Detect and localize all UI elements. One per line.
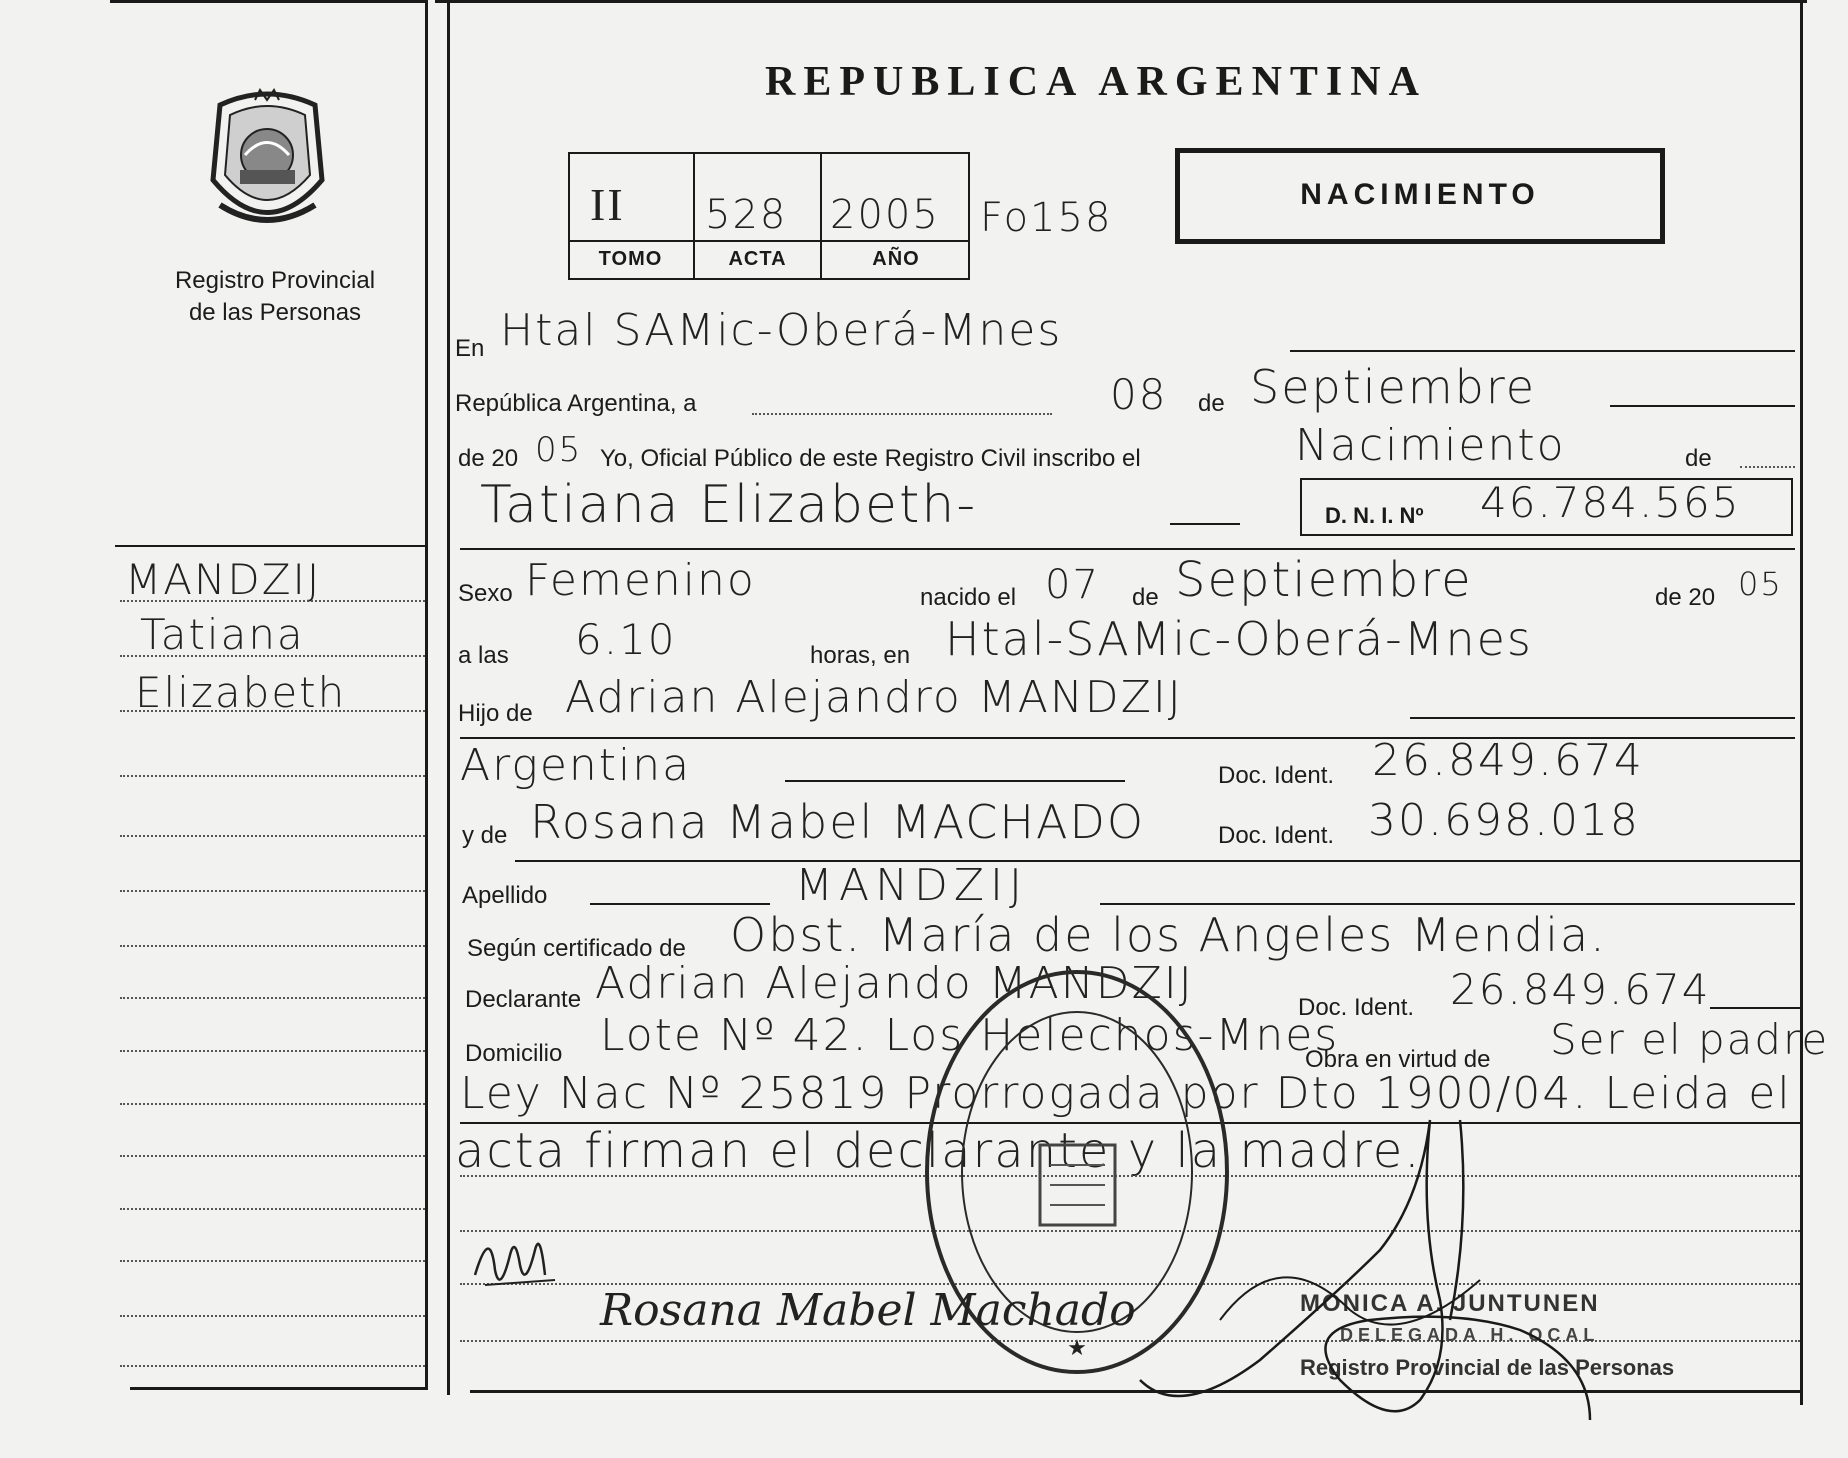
registration-year-suffix: 05 — [535, 430, 583, 470]
anio-label: AÑO — [872, 248, 920, 270]
country-title: REPUBLICA ARGENTINA — [765, 59, 1427, 105]
birth-hour: 6.10 — [575, 615, 677, 664]
column-divider-left — [425, 0, 428, 1390]
form-dotted-line — [1740, 466, 1795, 468]
provincia-de-misiones-seal-icon — [200, 85, 335, 240]
notes-line-2: acta firman el declarante y la madre. — [455, 1123, 1422, 1179]
sexo-label: Sexo — [458, 580, 513, 607]
form-line — [785, 780, 1125, 782]
hijo-label: Hijo de — [458, 700, 533, 727]
registration-day: 08 — [1110, 370, 1168, 419]
margin-dotted-line — [120, 655, 425, 657]
margin-dotted-line — [120, 890, 425, 892]
mother-signature: Rosana Mabel Machado — [600, 1285, 1136, 1336]
child-name: Tatiana Elizabeth- — [480, 475, 978, 535]
de-label: de — [1198, 390, 1225, 417]
margin-dotted-line — [120, 1260, 425, 1262]
official-name: MONICA A. JUNTUNEN — [1300, 1290, 1600, 1317]
legal-basis: Ser el padre — [1550, 1015, 1830, 1064]
declarant-doc-label: Doc. Ident. — [1298, 994, 1415, 1021]
form-line — [1710, 1007, 1800, 1009]
birth-year-prefix: de 20 — [1655, 584, 1716, 611]
form-line — [1100, 903, 1795, 905]
horas-label: horas, en — [810, 642, 911, 669]
surname-value: MANDZIJ — [795, 860, 1028, 911]
folio-value: Fo158 — [980, 195, 1113, 241]
acta-value: 528 — [705, 192, 788, 238]
column-divider-right — [447, 0, 450, 1395]
svg-text:★: ★ — [1067, 1336, 1087, 1361]
margin-dotted-line — [120, 1103, 425, 1105]
father-nationality: Argentina — [460, 740, 692, 791]
declarant-name: Adrian Alejando MANDZIJ — [595, 958, 1194, 1009]
yde-label: y de — [462, 822, 508, 849]
birth-month: Septiembre — [1175, 552, 1473, 608]
address-value: Lote Nº 42. Los Helechos-Mnes — [600, 1010, 1340, 1061]
birth-place: Htal-SAMic-Oberá-Mnes — [945, 612, 1533, 666]
form-line — [515, 860, 1800, 862]
mother-doc-number: 30.698.018 — [1368, 795, 1640, 846]
margin-dotted-line — [120, 1315, 425, 1317]
margin-dotted-line — [120, 600, 425, 602]
margin-middle-name: Elizabeth — [135, 668, 347, 717]
margin-first-name: Tatiana — [140, 610, 305, 659]
form-line — [1610, 405, 1795, 407]
certifying-obstetrician: Obst. María de los Angeles Mendia. — [730, 908, 1607, 962]
obra-label: Obra en virtud de — [1305, 1046, 1491, 1073]
bottom-rule-left — [130, 1387, 427, 1390]
declarant-doc-number: 26.849.674 — [1450, 965, 1711, 1014]
father-name: Adrian Alejandro MANDZIJ — [565, 672, 1183, 723]
official-organization: Registro Provincial de las Personas — [1300, 1355, 1675, 1380]
father-doc-label: Doc. Ident. — [1218, 762, 1335, 789]
de-label-2: de — [1685, 445, 1712, 472]
top-rule-right — [435, 0, 1807, 3]
margin-dotted-line — [120, 835, 425, 837]
margin-dotted-line — [120, 1050, 425, 1052]
tomo-value: II — [590, 179, 625, 230]
oficial-statement: Yo, Oficial Público de este Registro Civil inscribo el — [600, 445, 1141, 472]
registry-name — [150, 265, 400, 329]
official-signature-icon — [1120, 1100, 1640, 1430]
father-doc-number: 26.849.674 — [1372, 735, 1644, 786]
birth-day: 07 — [1045, 562, 1100, 608]
de-label-3: de — [1132, 584, 1159, 611]
official-title: DELEGADA H. OCAL — [1340, 1325, 1600, 1345]
registry-line-1: Registro Provincial — [174, 267, 376, 294]
apellido-label: Apellido — [462, 882, 548, 909]
margin-dotted-line — [120, 775, 425, 777]
form-dotted-line — [752, 413, 1052, 415]
year-prefix-label: de 20 — [458, 445, 519, 472]
place-of-registration: Htal SAMic-Oberá-Mnes — [500, 305, 1063, 356]
acta-label: ACTA — [728, 248, 787, 270]
nacido-label: nacido el — [920, 584, 1017, 611]
form-line — [1170, 523, 1240, 525]
margin-dotted-line — [120, 1208, 425, 1210]
alas-label: a las — [458, 642, 509, 669]
margin-dotted-line — [120, 710, 425, 712]
declarante-label: Declarante — [465, 986, 582, 1013]
act-type-label: NACIMIENTO — [1300, 178, 1540, 211]
republica-label: República Argentina, a — [455, 390, 697, 417]
notes-line-1: Ley Nac Nº 25819 Prorrogada por Dto 1900/04. Leida el — [460, 1068, 1792, 1119]
birth-year-suffix: 05 — [1738, 565, 1783, 603]
registration-month: Septiembre — [1250, 360, 1537, 414]
tomo-label: TOMO — [598, 248, 663, 270]
margin-divider — [115, 545, 427, 547]
form-line — [590, 903, 770, 905]
registry-line-2: de las Personas — [188, 299, 362, 326]
margin-dotted-line — [120, 945, 425, 947]
right-border — [1800, 0, 1803, 1405]
anio-value: 2005 — [830, 192, 940, 238]
dni-label: D. N. I. Nº — [1325, 503, 1424, 528]
domicilio-label: Domicilio — [465, 1040, 563, 1067]
dni-value: 46.784.565 — [1480, 478, 1741, 527]
margin-surname: MANDZIJ — [125, 555, 322, 604]
father-signature-icon — [465, 1215, 565, 1310]
margin-dotted-line — [120, 1155, 425, 1157]
inscribed-event: Nacimiento — [1295, 420, 1566, 471]
mother-name: Rosana Mabel MACHADO — [530, 795, 1146, 849]
form-line — [1410, 717, 1795, 719]
form-line — [1290, 350, 1795, 352]
form-line — [460, 548, 1795, 550]
sex-value: Femenino — [525, 555, 756, 606]
segun-label: Según certificado de — [467, 935, 686, 962]
book-box-hline — [568, 240, 970, 242]
mother-doc-label: Doc. Ident. — [1218, 822, 1335, 849]
top-rule-left — [110, 0, 425, 3]
en-label: En — [455, 335, 485, 362]
margin-dotted-line — [120, 997, 425, 999]
margin-dotted-line — [120, 1365, 425, 1367]
